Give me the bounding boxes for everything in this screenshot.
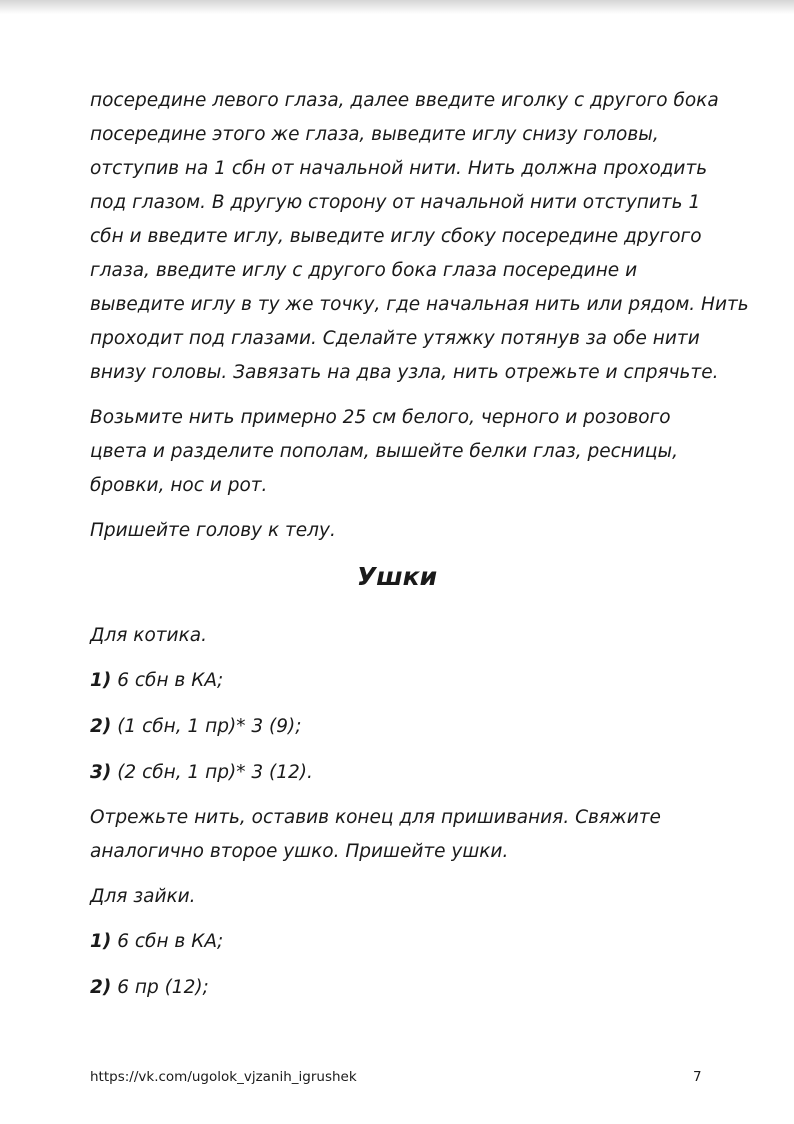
step-number: 1) [90,931,112,952]
pattern-step [90,664,223,698]
step-text: (1 сбн, 1 пр)* 3 (9); [111,716,302,737]
paragraph-line: бровки, нос и рот. [90,475,268,496]
paragraph-line: Отрежьте нить, оставив конец для пришивания. Свяжите [90,807,661,828]
paragraph-line: посередине левого глаза, далее введите иголку с другого бока [90,90,719,111]
step-number: 3) [90,762,112,783]
paragraph-line: под глазом. В другую сторону от начальной нити отступить 1 [90,192,701,213]
paragraph-line: выведите иглу в ту же точку, где начальная нить или рядом. Нить [90,294,749,315]
paragraph-line: внизу головы. Завязать на два узла, нить отрежьте и спрячьте. [90,362,719,383]
step-number: 2) [90,716,112,737]
paragraph-line: аналогично второе ушко. Пришейте ушки. [90,841,509,862]
step-number: 1) [90,670,112,691]
paragraph-line: проходит под глазами. Сделайте утяжку потянув за обе нити [90,328,700,349]
section-heading: Ушки [356,562,438,591]
step-text: 6 сбн в КА; [111,670,224,691]
subsection-label: Для зайки. [90,886,196,907]
step-text: 6 сбн в КА; [111,931,224,952]
footer-link[interactable]: https://vk.com/ugolok_vjzanih_igrushek [90,1069,357,1085]
paragraph-line: Возьмите нить примерно 25 см белого, черного и розового [90,407,671,428]
page-number: 7 [693,1069,702,1085]
paragraph-line: Пришейте голову к телу. [90,520,336,541]
paragraph-line: сбн и введите иглу, выведите иглу сбоку посередине другого [90,226,702,247]
step-text: 6 пр (12); [111,977,209,998]
pattern-step [90,710,301,744]
paragraph-line: цвета и разделите пополам, вышейте белки глаз, ресницы, [90,441,679,462]
step-text: (2 сбн, 1 пр)* 3 (12). [111,762,313,783]
pattern-step [90,971,209,1005]
paragraph-line: посередине этого же глаза, выведите иглу снизу головы, [90,124,659,145]
pattern-step [90,925,223,959]
paragraph-line: глаза, введите иглу с другого бока глаза посередине и [90,260,638,281]
subsection-label: Для котика. [90,625,207,646]
paragraph-line: отступив на 1 сбн от начальной нити. Нить должна проходить [90,158,708,179]
step-number: 2) [90,977,112,998]
pattern-step [90,756,313,790]
